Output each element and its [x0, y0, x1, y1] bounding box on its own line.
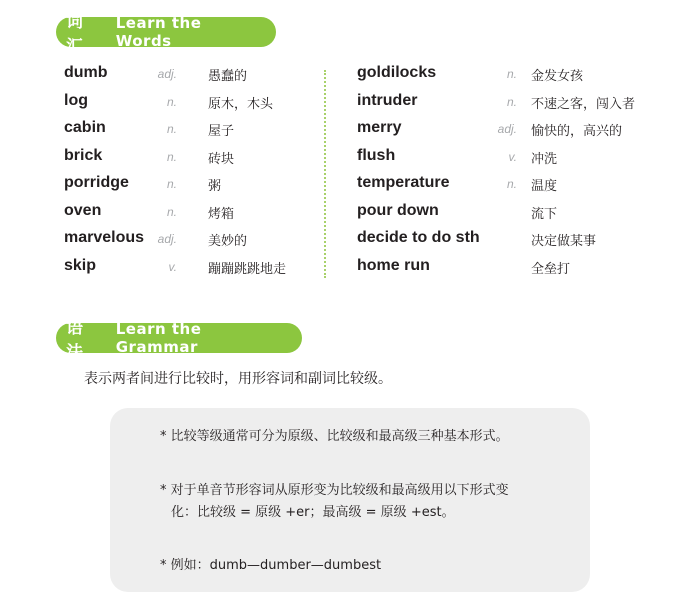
vocab-word: dumb	[64, 64, 108, 81]
vocab-column-left	[64, 64, 314, 284]
vocab-word: home run	[357, 256, 430, 274]
vocab-meaning: 美妙的	[208, 234, 248, 249]
vocab-row	[64, 92, 314, 120]
vocab-row	[64, 174, 314, 202]
vocab-meaning: 粥	[208, 179, 222, 194]
vocab-row	[357, 64, 657, 92]
vocab-row	[357, 229, 657, 257]
vocab-pos: n.	[166, 149, 177, 164]
column-divider	[324, 70, 326, 278]
vocab-row	[64, 119, 314, 147]
vocab-row	[357, 92, 657, 120]
vocab-word: pour down	[357, 201, 439, 219]
grammar-note-2-line-2: 化：比较级 = 原级 +er；最高级 = 原级 +est。	[171, 505, 455, 520]
vocab-meaning: 砖块	[208, 151, 235, 167]
vocab-word: marvelous	[64, 229, 145, 246]
grammar-intro: 表示两者间进行比较时，用形容词和副词比较级。	[84, 371, 392, 387]
vocab-meaning: 冲洗	[531, 151, 558, 167]
vocab-word: merry	[357, 119, 402, 136]
grammar-note-box	[110, 408, 590, 592]
vocab-heading-en: Learn the Words	[115, 14, 202, 50]
vocab-word: flush	[357, 146, 396, 164]
vocab-row	[357, 119, 657, 147]
vocab-column-right	[357, 64, 657, 284]
vocab-meaning: 温度	[531, 179, 558, 194]
vocab-word: porridge	[64, 174, 129, 191]
grammar-note-3: * 例如：dumb—dumber—dumbest	[160, 558, 382, 573]
vocab-meaning: 决定做某事	[531, 234, 597, 249]
vocab-pos: n.	[166, 122, 177, 136]
vocab-pos: n.	[166, 94, 177, 109]
vocab-pos: n.	[506, 67, 517, 81]
vocab-meaning: 金发女孩	[531, 69, 584, 84]
vocab-row	[64, 229, 314, 257]
vocab-heading	[56, 12, 276, 57]
vocab-word: oven	[64, 201, 102, 219]
vocab-word: temperature	[357, 174, 450, 191]
vocab-row	[357, 174, 657, 202]
vocab-word: goldilocks	[357, 64, 437, 81]
vocab-meaning: 蹦蹦跳跳地走	[208, 261, 287, 277]
vocab-row	[357, 202, 657, 230]
grammar-heading-zh: 语法	[66, 318, 85, 363]
vocab-meaning: 流下	[531, 206, 558, 222]
grammar-note-2	[160, 480, 509, 524]
vocab-meaning: 烤箱	[208, 206, 235, 222]
vocab-row	[357, 257, 657, 285]
vocab-meaning: 原木，木头	[208, 96, 274, 112]
vocab-pos: n.	[506, 94, 517, 109]
vocab-word: decide to do sth	[357, 229, 480, 246]
vocab-row	[64, 64, 314, 92]
vocab-pos: adj.	[157, 232, 177, 246]
vocab-meaning: 不速之客，闯入者	[531, 96, 636, 112]
vocab-pos: v.	[168, 259, 177, 274]
vocab-word: log	[64, 91, 88, 109]
vocab-pos: n.	[166, 204, 177, 219]
vocab-meaning: 屋子	[208, 124, 235, 139]
vocab-meaning: 愚蠢的	[208, 69, 248, 84]
vocab-word: brick	[64, 146, 103, 164]
vocab-word: intruder	[357, 91, 418, 109]
vocab-word: cabin	[64, 119, 106, 136]
vocab-heading-zh: 词汇	[66, 12, 85, 57]
grammar-heading	[56, 318, 302, 363]
vocab-row	[64, 202, 314, 230]
vocab-meaning: 全垒打	[531, 261, 571, 277]
vocab-row	[64, 147, 314, 175]
grammar-note-2-line-1: * 对于单音节形容词从原形变为比较级和最高级用以下形式变	[160, 483, 509, 498]
vocab-row	[357, 147, 657, 175]
grammar-note-1: * 比较等级通常可分为原级、比较级和最高级三种基本形式。	[160, 429, 509, 444]
vocab-pos: n.	[166, 177, 177, 191]
vocab-row	[64, 257, 314, 285]
vocab-pos: v.	[508, 149, 517, 164]
vocab-meaning: 愉快的，高兴的	[531, 124, 623, 139]
vocab-pos: adj.	[157, 67, 177, 81]
vocab-pos: adj.	[497, 122, 517, 136]
vocab-pos: n.	[506, 177, 517, 191]
grammar-heading-en: Learn the Grammar	[115, 320, 202, 356]
vocab-word: skip	[64, 256, 97, 274]
